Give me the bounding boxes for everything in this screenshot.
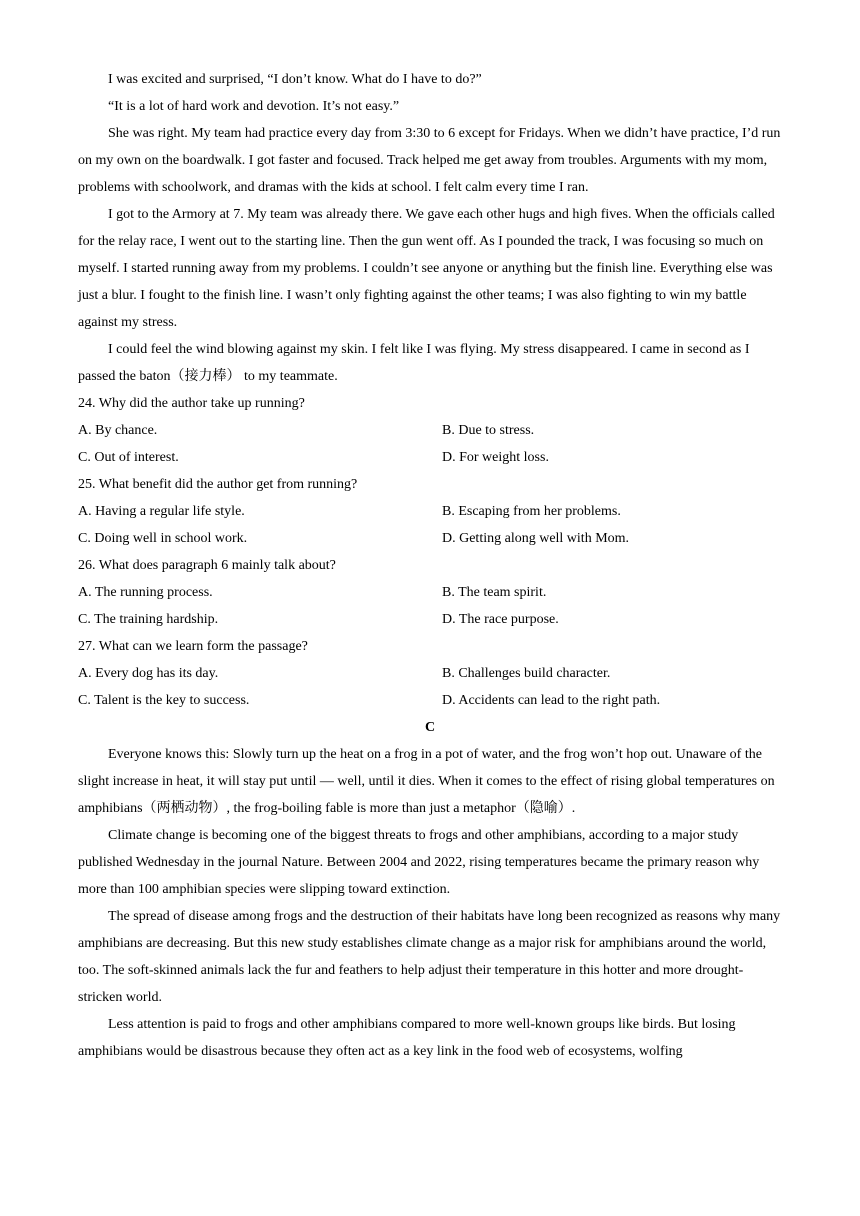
section-title: C <box>424 720 436 735</box>
paragraph: I could feel the wind blowing against my skin. I felt like I was flying. My stress disappeared. I came in second as I passed the baton（接力棒） to my teammate. <box>78 342 750 384</box>
question-26 <box>78 552 782 633</box>
option-a: A. Having a regular life style. <box>78 504 245 519</box>
option-a: A. Every dog has its day. <box>78 666 219 681</box>
option-d: D. Accidents can lead to the right path. <box>442 693 661 708</box>
option-d: D. The race purpose. <box>442 612 559 627</box>
question-stem: 27. What can we learn form the passage? <box>78 639 308 654</box>
option-c: C. The training hardship. <box>78 612 219 627</box>
paragraph: She was right. My team had practice every day from 3:30 to 6 except for Fridays. When we didn’t have practice, I’d run on my own on the boardwalk. I got faster and focused. Track helped me get away from troubles. Arguments with my mom, problems with schoolwork, and dramas with the kids at school. I felt calm every time I ran. <box>78 126 781 195</box>
option-d: D. For weight loss. <box>442 450 549 465</box>
question-stem: 26. What does paragraph 6 mainly talk about? <box>78 558 336 573</box>
paragraph: I was excited and surprised, “I don’t know. What do I have to do?” <box>108 72 482 87</box>
paragraph: I got to the Armory at 7. My team was already there. We gave each other hugs and high fives. When the officials called for the relay race, I went out to the starting line. Then the gun went off. As I pounded the track, I was focusing so much on myself. I started running away from my problems. I couldn’t see anyone or anything but the finish line. Everything else was just a blur. I fought to the finish line. I wasn’t only fighting against the other teams; I was also fighting to win my battle against my stress. <box>78 207 775 330</box>
option-c: C. Talent is the key to success. <box>78 693 250 708</box>
option-b: B. Escaping from her problems. <box>442 504 621 519</box>
paragraph: Climate change is becoming one of the biggest threats to frogs and other amphibians, according to a major study published Wednesday in the journal Nature. Between 2004 and 2022, rising temperatures became the primary reason why more than 100 amphibian species were slipping toward extinction. <box>78 828 760 897</box>
question-stem: 25. What benefit did the author get from running? <box>78 477 358 492</box>
options <box>78 417 782 471</box>
question-24 <box>78 390 782 471</box>
option-d: D. Getting along well with Mom. <box>442 531 630 546</box>
options <box>78 498 782 552</box>
option-b: B. The team spirit. <box>442 585 547 600</box>
option-c: C. Doing well in school work. <box>78 531 248 546</box>
options <box>78 579 782 633</box>
question-stem: 24. Why did the author take up running? <box>78 396 305 411</box>
paragraph: The spread of disease among frogs and the destruction of their habitats have long been recognized as reasons why many amphibians are decreasing. But this new study establishes climate change as a major risk for amphibians around the world, too. The soft-skinned animals lack the fur and feathers to help adjust their temperature in this hotter and more drought-stricken world. <box>78 909 781 1005</box>
paragraph: “It is a lot of hard work and devotion. It’s not easy.” <box>108 99 400 114</box>
option-b: B. Due to stress. <box>442 423 535 438</box>
paragraph: Less attention is paid to frogs and other amphibians compared to more well-known groups like birds. But losing amphibians would be disastrous because they often act as a key link in the food web of ecosystems, wolfing <box>78 1017 736 1059</box>
option-a: A. By chance. <box>78 423 158 438</box>
options <box>78 660 782 714</box>
option-b: B. Challenges build character. <box>442 666 611 681</box>
question-25 <box>78 471 782 552</box>
document-page <box>78 66 782 1065</box>
option-c: C. Out of interest. <box>78 450 179 465</box>
question-27 <box>78 633 782 714</box>
paragraph: Everyone knows this: Slowly turn up the heat on a frog in a pot of water, and the frog won’t hop out. Unaware of the slight increase in heat, it will stay put until — well, until it dies. When it comes to the effect of rising global temperatures on amphibians（两栖动物）, the frog-boiling fable is more than just a metaphor（隐喻）. <box>78 747 775 816</box>
option-a: A. The running process. <box>78 585 213 600</box>
